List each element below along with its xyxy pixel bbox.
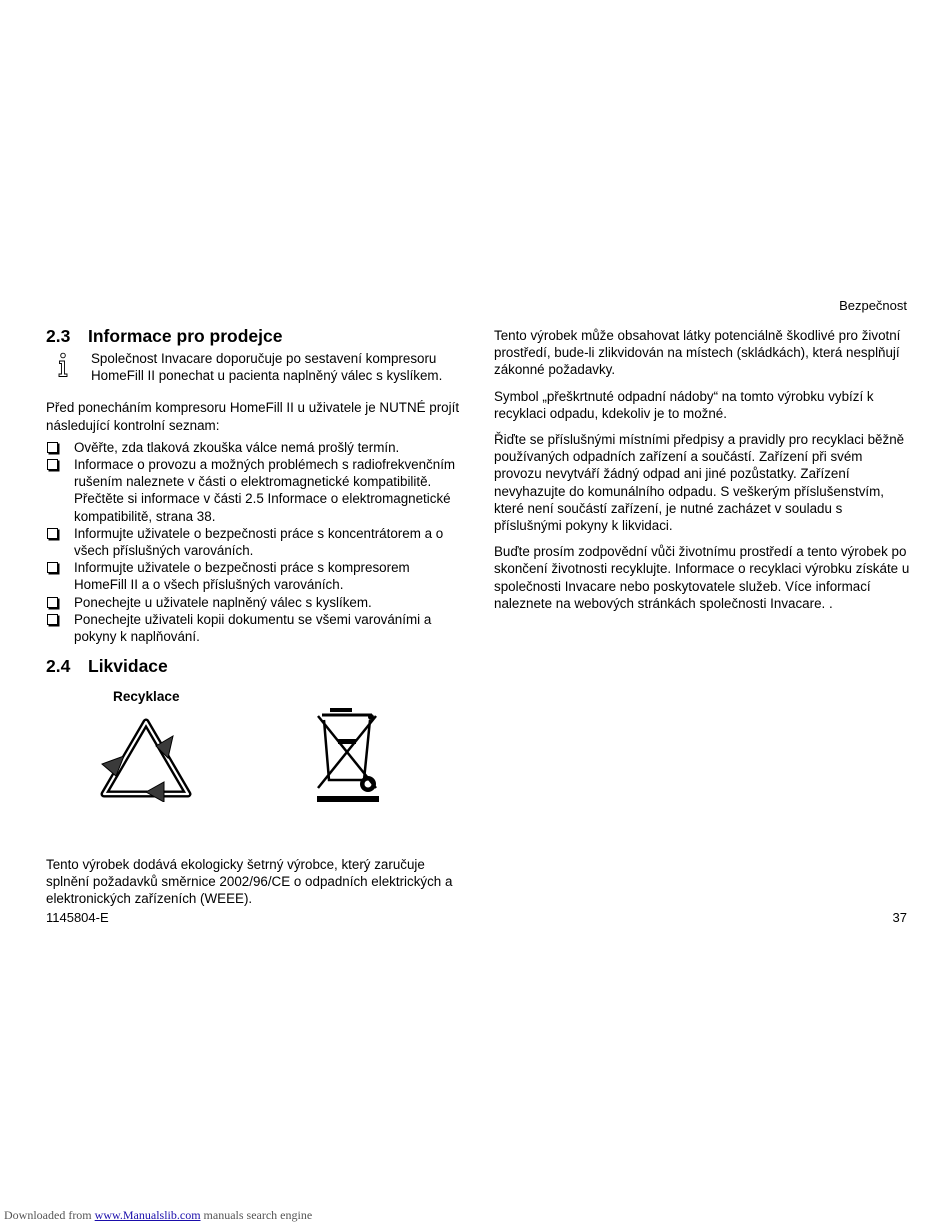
download-banner (4, 1208, 312, 1223)
info-note (46, 350, 464, 384)
weee-statement: Tento výrobek dodává ekologicky šetrný výrobce, který zaručuje splnění požadavků směrnice 2002/96/CE o odpadních elektrických a elektronických zařízeních (WEEE). (46, 857, 453, 907)
left-column (46, 325, 464, 677)
checkbox-icon (47, 528, 58, 539)
checklist (46, 439, 464, 645)
disposal-paragraph: Buďte prosím zodpovědní vůči životnímu prostředí a tento výrobek po skončení životnosti recyklujte. Informace o recyklaci výrobku získáte u společnosti Invacare nebo poskytovatele služeb. Více informací naleznete na webových stránkách společnosti Invacare. . (494, 544, 910, 611)
checklist-item: Informujte uživatele o bezpečnosti práce s koncentrátorem a o všech příslušných varováních. (46, 525, 464, 559)
recycling-label: Recyklace (113, 689, 180, 704)
page-number: 37 (892, 910, 907, 925)
info-icon (55, 352, 71, 378)
right-column (494, 327, 912, 621)
crossed-out-bin-icon (314, 706, 382, 804)
section-number: 2.3 (46, 326, 71, 346)
checkbox-icon (47, 442, 58, 453)
running-header: Bezpečnost (839, 298, 907, 313)
section-heading-2-3 (46, 325, 464, 347)
disposal-paragraph: Řiďte se příslušnými místními předpisy a pravidly pro recyklaci běžně používaných odpadních zařízení a součástí. Zařízení při svém provozu nevytváří žádný odpad ani jiné pozůstatky. Zařízení nevyhazujte do komunálního odpadu. S veškerým příslušenstvím, které není součástí zařízení, je nutné zacházet v souladu s příslušnými pokyny k likvidaci. (494, 432, 905, 534)
document-number: 1145804-E (46, 910, 109, 925)
checkbox-icon (47, 459, 58, 470)
section-title: Likvidace (88, 656, 168, 677)
recycle-icon (98, 716, 194, 802)
checklist-item: Ověřte, zda tlaková zkouška válce nemá prošlý termín. (46, 439, 464, 456)
checkbox-icon (47, 614, 58, 625)
download-suffix: manuals search engine (203, 1208, 313, 1222)
section-heading-2-4 (46, 655, 464, 677)
checklist-item: Informujte uživatele o bezpečnosti práce s kompresorem HomeFill II a o všech příslušných varováních. (46, 559, 464, 593)
checklist-item: Informace o provozu a možných problémech s radiofrekvenčním rušením naleznete v části o elektromagnetické kompatibilitě. Přečtěte si informace v části 2.5 Informace o elektromagnetické kompatibilitě, strana 38. (46, 456, 464, 525)
checkbox-icon (47, 597, 58, 608)
disposal-paragraph: Symbol „přeškrtnuté odpadní nádoby“ na tomto výrobku vybízí k recyklaci odpadu, kdekoliv je to možné. (494, 388, 874, 421)
checklist-item: Ponechejte uživateli kopii dokumentu se všemi varováními a pokyny k naplňování. (46, 611, 464, 645)
section-number: 2.4 (46, 656, 71, 677)
checklist-intro: Před ponecháním kompresoru HomeFill II u uživatele je NUTNÉ projít následující kontrolní seznam: (46, 400, 460, 433)
section-title: Informace pro prodejce (88, 326, 283, 346)
info-note-text: Společnost Invacare doporučuje po sestavení kompresoru HomeFill II ponechat u pacienta naplněný válec s kyslíkem. (91, 351, 443, 384)
checklist-item: Ponechejte u uživatele naplněný válec s kyslíkem. (46, 594, 464, 611)
manualslib-link[interactable]: www.Manualslib.com (94, 1208, 201, 1222)
disposal-paragraph: Tento výrobek může obsahovat látky potenciálně škodlivé pro životní prostředí, bude-li zlikvidován na místech (skládkách), která nesplňují zákonné požadavky. (494, 328, 901, 378)
checkbox-icon (47, 562, 58, 573)
download-prefix: Downloaded from (4, 1208, 92, 1222)
